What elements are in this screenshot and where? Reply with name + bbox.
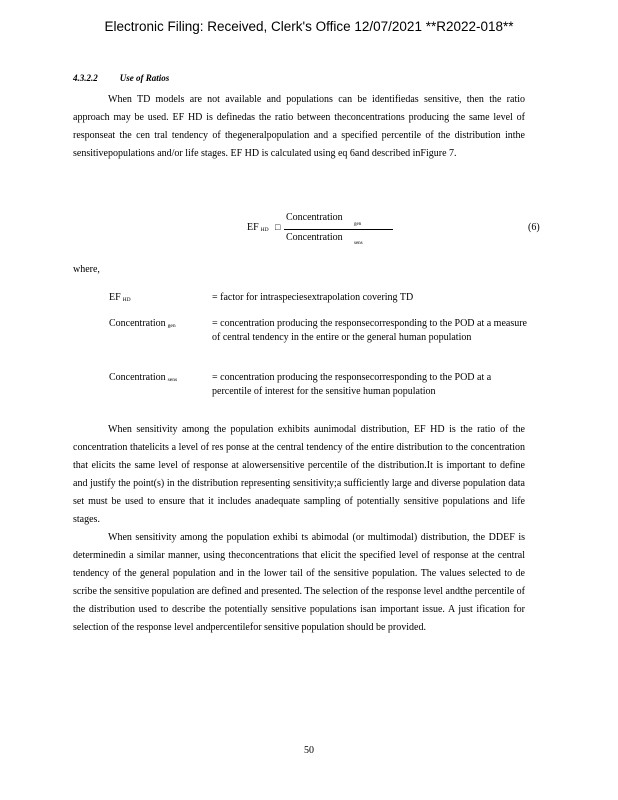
paragraph3-text: When sensitivity among the population exhibi ts abimodal (or multimodal) distribution, the DDEF is determinedin a similar manner, using theconcentrations that elicit the specified level of response at the central tendency of the general population and in the lower tail of the sensitive population. The values selected to de scribe the sensitive population are defined and presented. The selection of the response level andthe percentile of the distribution used to describe the potentially sensitive populations isan important issue. A just ification for selection of the response level andpercentilefor sensitive population should be provided. [73, 532, 525, 633]
term-subscript: gen [167, 323, 176, 329]
equation-numerator-subscript: gen [354, 222, 362, 227]
equation-equals-symbol: □ [275, 222, 281, 232]
equation-number: (6) [528, 222, 540, 233]
paragraph-unimodal [73, 421, 525, 529]
equation-6 [247, 207, 547, 253]
section-title: Use of Ratios [119, 73, 170, 83]
term-text: EF [109, 292, 121, 303]
definition-description: = concentration producing the responsecorresponding to the POD at a percentile of interest for the sensitive human population [212, 372, 492, 397]
term-subscript: HD [122, 297, 131, 303]
equation-lhs [247, 222, 269, 233]
page-number: 50 [304, 745, 314, 756]
term-text: Concentration [109, 318, 166, 329]
equation-lhs-text: EF [247, 222, 259, 233]
definition-term [109, 291, 131, 307]
fraction-bar [284, 229, 393, 230]
equation-numerator: Concentration [286, 212, 343, 223]
equation-denominator: Concentration [286, 232, 343, 243]
definition-description: = concentration producing the responsecorresponding to the POD at a measure of central tendency in the entire or the general human population [212, 318, 527, 343]
paragraph-ratio-approach [73, 91, 525, 163]
term-text: Concentration [109, 372, 166, 383]
paragraph-bimodal [73, 529, 525, 637]
paragraph1-text: When TD models are not available and populations can be identifiedas sensitive, then the ratio approach may be used. EF HD is definedas the ratio between theconcentrations producing the same level of responseat the cen tral tendency of thegeneralpopulation and a specified percentile of the distribution inthe sensitivepopulations and/or life stages. EF HD is calculated using eq 6and described inFigure 7. [73, 94, 525, 159]
page-header: Electronic Filing: Received, Clerk's Office 12/07/2021 **R2022-018** [104, 19, 514, 34]
section-number: 4.3.2.2 [73, 73, 98, 83]
definition-term [109, 317, 176, 333]
definition-term [109, 371, 177, 387]
paragraph2-text: When sensitivity among the population exhibits aunimodal distribution, EF HD is the ratio of the concentration thatelicits a level of res ponse at the central tendency of the entire distribution to the concentration that elicits the same level of response at alowersensitive percentile of the distribution.It is important to define and justify the point(s) in the distribution representing sensitivity;a sufficiently large and diverse population data set must be used to ensure that it includes anadequate sampling of potentially sensitive populations and life stages. [73, 424, 525, 525]
where-label: where, [73, 264, 100, 275]
section-heading [73, 73, 169, 83]
term-subscript: sens [167, 377, 178, 383]
equation-lhs-subscript: HD [260, 227, 269, 233]
equation-denominator-subscript: sens [354, 241, 363, 246]
definition-description: = factor for intraspeciesextrapolation covering TD [212, 292, 414, 303]
